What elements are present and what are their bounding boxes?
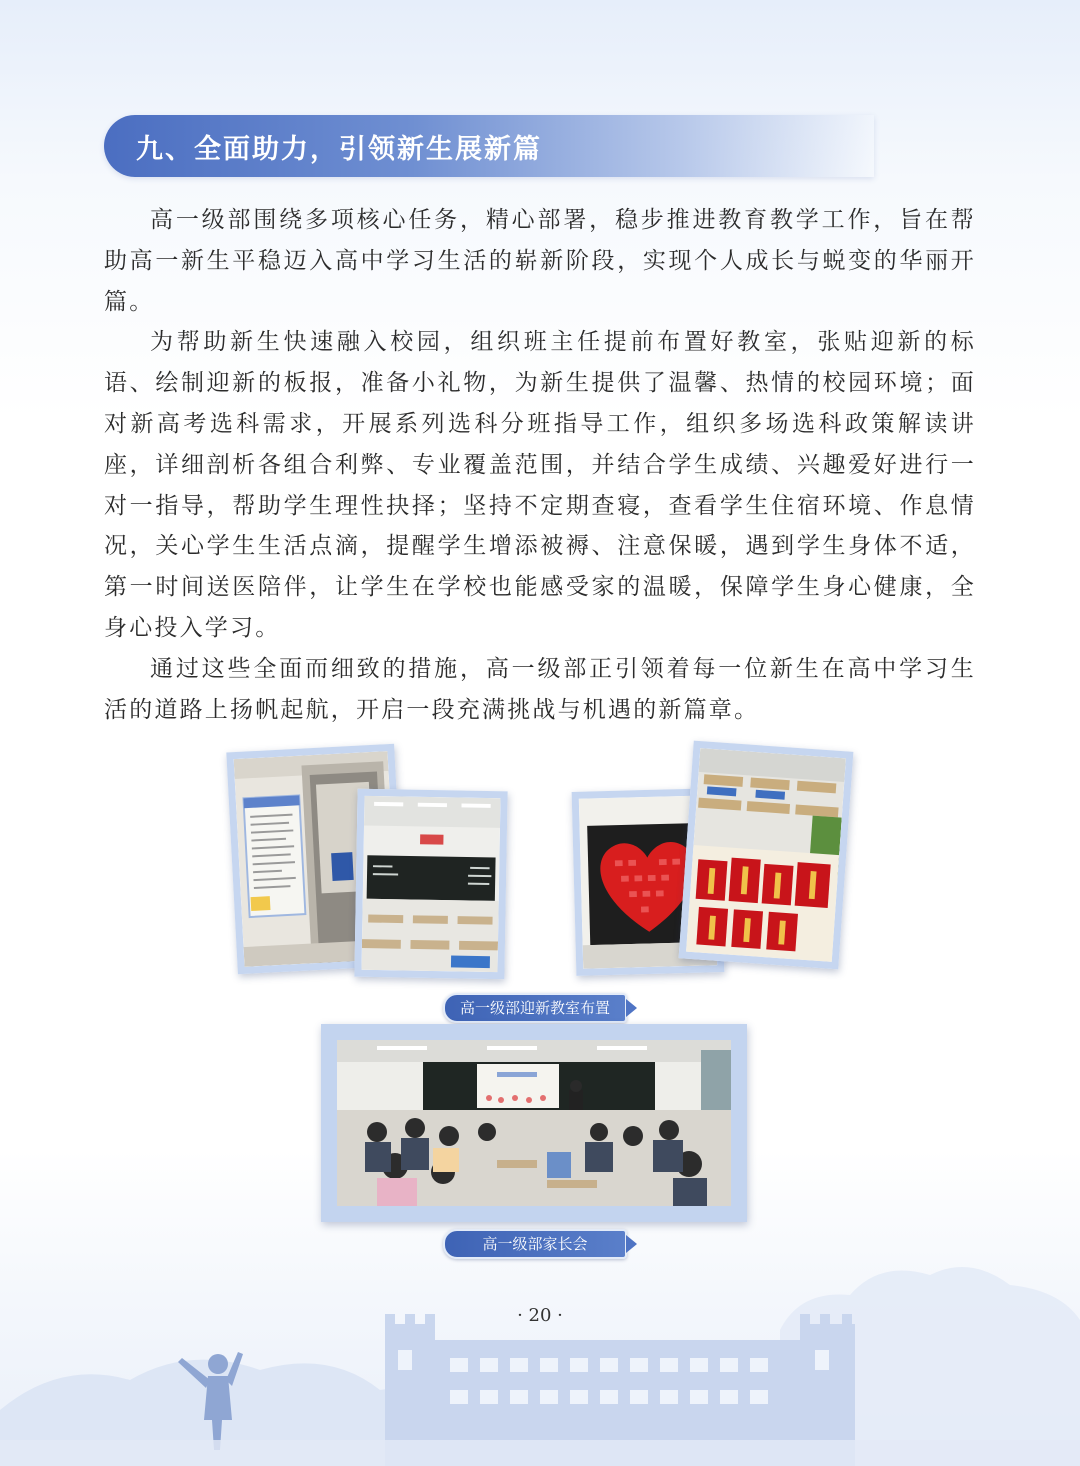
caption-classroom-setup: 高一级部迎新教室布置 xyxy=(443,993,627,1023)
section-title: 九、全面助力，引领新生展新篇 xyxy=(136,134,542,165)
photo-classroom-blackboard xyxy=(354,789,507,980)
paragraph-3: 通过这些全面而细致的措施，高一级部正引领着每一位新生在高中学习生活的道路上扬帆起航，开启一段充满挑战与机遇的新篇章。 xyxy=(104,655,976,723)
section-header-bar xyxy=(104,115,874,177)
paragraph-2: 为帮助新生快速融入校园，组织班主任提前布置好教室，张贴迎新的标语、绘制迎新的板报，准备小礼物，为新生提供了温馨、热情的校园环境；面对新高考选科需求，开展系列选科分班指导工作，组织多场选科政策解读讲座，详细剖析各组合利弊、专业覆盖范围，并结合学生成绩、兴趣爱好进行一对一指导，帮助学生理性抉择；坚持不定期查寝，查看学生住宿环境、作息情况，关心学生生活点滴，提醒学生增添被褥、注意保暖，遇到学生身体不适，第一时间送医陪伴，让学生在学校也能感受家的温暖，保障学生身心健康，全身心投入学习。 xyxy=(104,329,976,641)
paragraph-1: 高一级部围绕多项核心任务，精心部署，稳步推进教育教学工作，旨在帮助高一新生平稳迈入高中学习生活的崭新阶段，实现个人成长与蜕变的华丽开篇。 xyxy=(104,207,976,315)
caption-parent-meeting: 高一级部家长会 xyxy=(443,1229,627,1259)
desks-gifts-image xyxy=(686,748,846,962)
photo-desks-gifts xyxy=(679,741,854,970)
classroom-blackboard-image xyxy=(361,796,500,972)
footer-decoration xyxy=(0,1240,1080,1466)
parent-meeting-image xyxy=(337,1040,731,1206)
body-text xyxy=(104,200,976,730)
page-number: · 20 · xyxy=(517,1305,563,1326)
photo-parent-meeting xyxy=(321,1024,747,1222)
